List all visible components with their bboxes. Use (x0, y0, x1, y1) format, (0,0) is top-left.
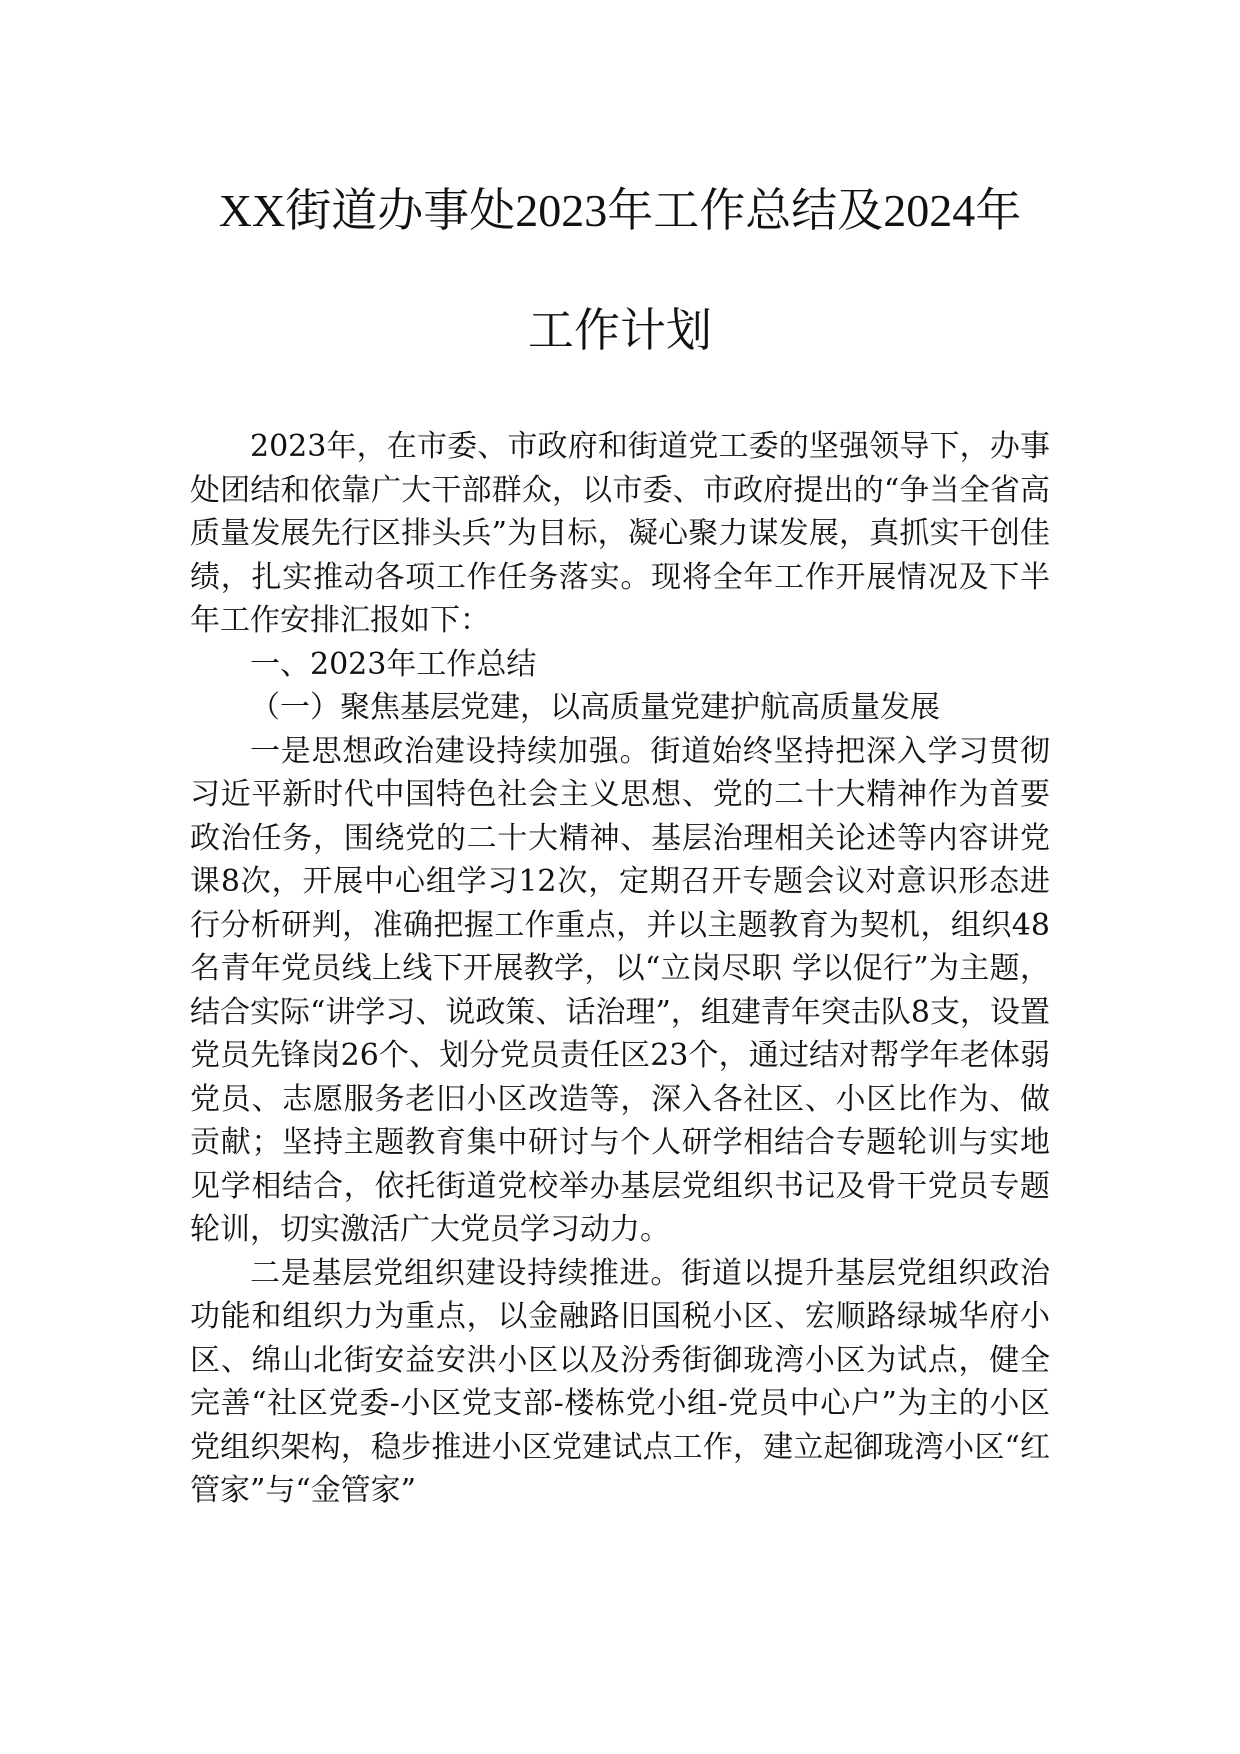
section-heading: 一、2023年工作总结 (250, 646, 537, 682)
document-title-line-2: 工作计划 (528, 305, 712, 356)
document-title-line-1: XX街道办事处2023年工作总结及2024年 (218, 185, 1022, 236)
body-paragraph: 一是思想政治建设持续加强。街道始终坚持把深入学习贯彻习近平新时代中国特色社会主义思想、党的二十大精神作为首要政治任务，围绕党的二十大精神、基层治理相关论述等内容讲党课8次，开展中心组学习12次，定期召开专题会议对意识形态进行分析研判，准确把握工作重点，并以主题教育为契机，组织48名青年党员线上线下开展教学，以“立岗尽职 学以促行”为主题，结合实际“讲学习、说政策、话治理”，组建青年突击队8支，设置党员先锋岗26个、划分党员责任区23个，通过结对帮学年老体弱党员、志愿服务老旧小区改造等，深入各社区、小区比作为、做贡献；坚持主题教育集中研讨与个人研学相结合专题轮训与实地见学相结合，依托街道党校举办基层党组织书记及骨干党员专题轮训，切实激活广大党员学习动力。 (190, 733, 1050, 1247)
body-paragraph: 二是基层党组织建设持续推进。街道以提升基层党组织政治功能和组织力为重点，以金融路旧国税小区、宏顺路绿城华府小区、绵山北街安益安洪小区以及汾秀街御珑湾小区为试点，健全完善“社区党委-小区党支部-楼栋党小组-党员中心户”为主的小区党组织架构，稳步推进小区党建试点工作，建立起御珑湾小区“红管家”与“金管家” (190, 1255, 1050, 1508)
subsection-heading: （一）聚焦基层党建，以高质量党建护航高质量发展 (250, 690, 940, 725)
document-body (190, 425, 1050, 1513)
intro-paragraph: 2023年，在市委、市政府和街道党工委的坚强领导下，办事处团结和依靠广大干部群众，以市委、市政府提出的“争当全省高质量发展先行区排头兵”为目标，凝心聚力谋发展，真抓实干创佳绩，扎实推动各项工作任务落实。现将全年工作开展情况及下半年工作安排汇报如下： (190, 429, 1050, 638)
